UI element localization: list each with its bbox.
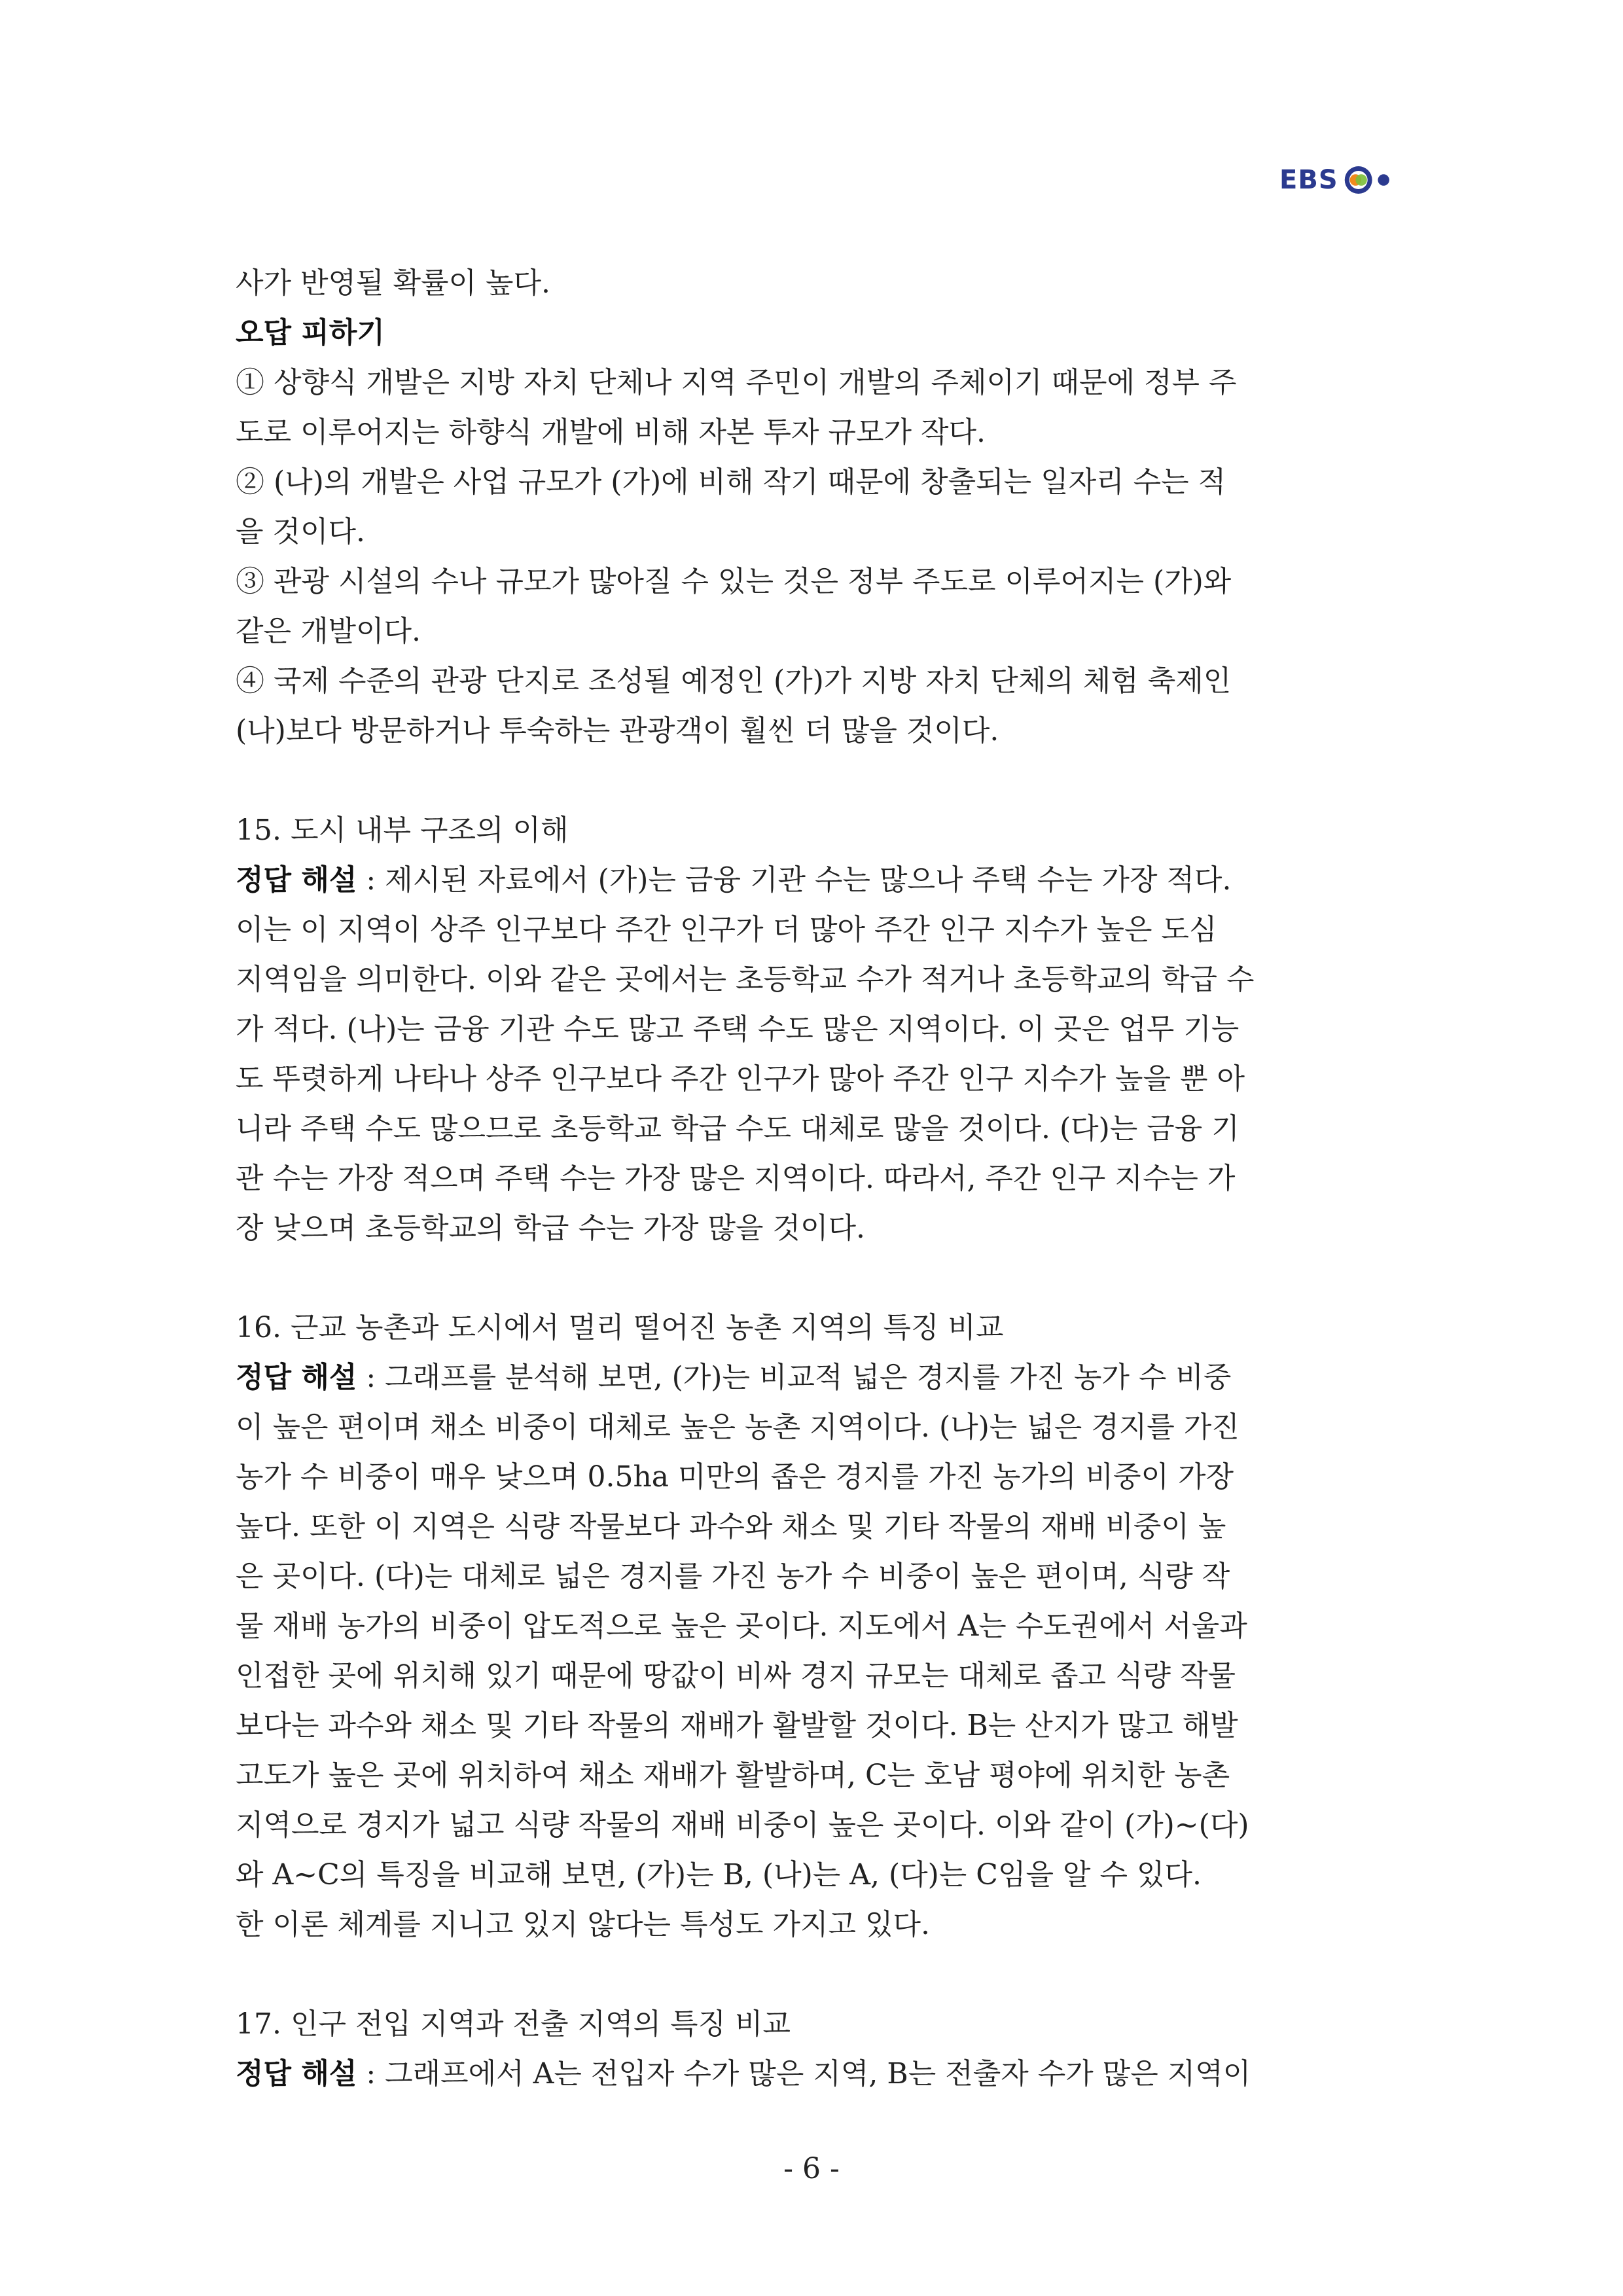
paragraph-line: 물 재배 농가의 비중이 압도적으로 높은 곳이다. 지도에서 A는 수도권에서 서울과 [236,1609,1247,1643]
section-15-answer-line [236,855,1400,905]
answer-explanation-label: 정답 해설 [236,2057,357,2090]
paragraph-line: ④ 국제 수준의 관광 단지로 조성될 예정인 (가)가 지방 자치 단체의 체험 축제인 [236,664,1232,698]
paragraph-line: 관 수는 가장 적으며 주택 수는 가장 많은 지역이다. 따라서, 주간 인구 지수는 가 [236,1162,1236,1195]
ebs-logo [1279,157,1400,203]
paragraph-line: 장 낮으며 초등학교의 학급 수는 가장 많을 것이다. [236,1211,865,1245]
section-16-answer-line [236,1353,1400,1403]
paragraph-line: 한 이론 체계를 지니고 있지 않다는 특성도 가지고 있다. [236,1908,930,1941]
ebs-logo-mark-icon [1344,160,1400,200]
paragraph-line: ③ 관광 시설의 수나 규모가 많아질 수 있는 것은 정부 주도로 이루어지는 (가)와 [236,565,1232,598]
paragraph-line: 이 높은 편이며 채소 비중이 대체로 높은 농촌 지역이다. (나)는 넓은 경지를 가진 [236,1410,1240,1444]
paragraph-line: 같은 개발이다. [236,615,421,648]
continuation-line: 사가 반영될 확률이 높다. [236,266,550,300]
answer-explanation-label: 정답 해설 [236,863,357,897]
paragraph-line: ① 상향식 개발은 지방 자치 단체나 지역 주민이 개발의 주체이기 때문에 정부 주 [236,366,1237,399]
section-gap [236,1253,1400,1303]
paragraph-line: 도 뚜렷하게 나타나 상주 인구보다 주간 인구가 많아 주간 인구 지수가 높을 뿐 아 [236,1062,1245,1096]
page-number: - 6 - [783,2152,840,2185]
section-15-title: 15. 도시 내부 구조의 이해 [236,814,569,847]
answer-explanation-text: : 제시된 자료에서 (가)는 금융 기관 수는 많으나 주택 수는 가장 적다. [357,863,1232,897]
document-body [236,259,1400,2099]
paragraph-line: 도로 이루어지는 하향식 개발에 비해 자본 투자 규모가 작다. [236,416,986,449]
section-16-title: 16. 근교 농촌과 도시에서 멀리 떨어진 농촌 지역의 특징 비교 [236,1311,1004,1344]
section-gap [236,1950,1400,2000]
paragraph-line: 고도가 높은 곳에 위치하여 채소 재배가 활발하며, C는 호남 평야에 위치한 농촌 [236,1759,1230,1792]
paragraph-line: 니라 주택 수도 많으므로 초등학교 학급 수도 대체로 많을 것이다. (다)는 금융 기 [236,1112,1240,1145]
paragraph-line: ② (나)의 개발은 사업 규모가 (가)에 비해 작기 때문에 창출되는 일자리 수는 적 [236,465,1226,499]
answer-explanation-text: : 그래프에서 A는 전입자 수가 많은 지역, B는 전출자 수가 많은 지역이 [357,2057,1251,2090]
paragraph-line: 가 적다. (나)는 금융 기관 수도 많고 주택 수도 많은 지역이다. 이 곳은 업무 기능 [236,1013,1240,1046]
paragraph-line: 농가 수 비중이 매우 낮으며 0.5ha 미만의 좁은 경지를 가진 농가의 비중이 가장 [236,1460,1234,1494]
section-17-answer-line [236,2049,1400,2099]
paragraph-line: 높다. 또한 이 지역은 식량 작물보다 과수와 채소 및 기타 작물의 재배 비중이 높 [236,1510,1226,1543]
ebs-logo-text: EBS [1279,165,1338,195]
paragraph-line: 지역임을 의미한다. 이와 같은 곳에서는 초등학교 수가 적거나 초등학교의 학급 수 [236,963,1255,996]
paragraph-line: 을 것이다. [236,515,365,548]
paragraph-line: 인접한 곳에 위치해 있기 때문에 땅값이 비싸 경지 규모는 대체로 좁고 식량 작물 [236,1659,1236,1693]
paragraph-line: 지역으로 경지가 넓고 식량 작물의 재배 비중이 높은 곳이다. 이와 같이 (가)~(다) [236,1808,1249,1842]
avoid-wrong-answer-heading: 오답 피하기 [236,316,385,350]
section-gap [236,756,1400,806]
paragraph-line: 보다는 과수와 채소 및 기타 작물의 재배가 활발할 것이다. B는 산지가 많고 해발 [236,1709,1238,1742]
paragraph-line: (나)보다 방문하거나 투숙하는 관광객이 훨씬 더 많을 것이다. [236,714,999,747]
answer-explanation-label: 정답 해설 [236,1361,357,1394]
paragraph-line: 와 A~C의 특징을 비교해 보면, (가)는 B, (나)는 A, (다)는 C임을 알 수 있다. [236,1858,1202,1892]
paragraph-line: 은 곳이다. (다)는 대체로 넓은 경지를 가진 농가 수 비중이 높은 편이며, 식량 작 [236,1560,1230,1593]
paragraph-line: 이는 이 지역이 상주 인구보다 주간 인구가 더 많아 주간 인구 지수가 높은 도심 [236,913,1217,946]
section-17-title: 17. 인구 전입 지역과 전출 지역의 특징 비교 [236,2007,791,2041]
answer-explanation-text: : 그래프를 분석해 보면, (가)는 비교적 넓은 경지를 가진 농가 수 비중 [357,1361,1232,1394]
